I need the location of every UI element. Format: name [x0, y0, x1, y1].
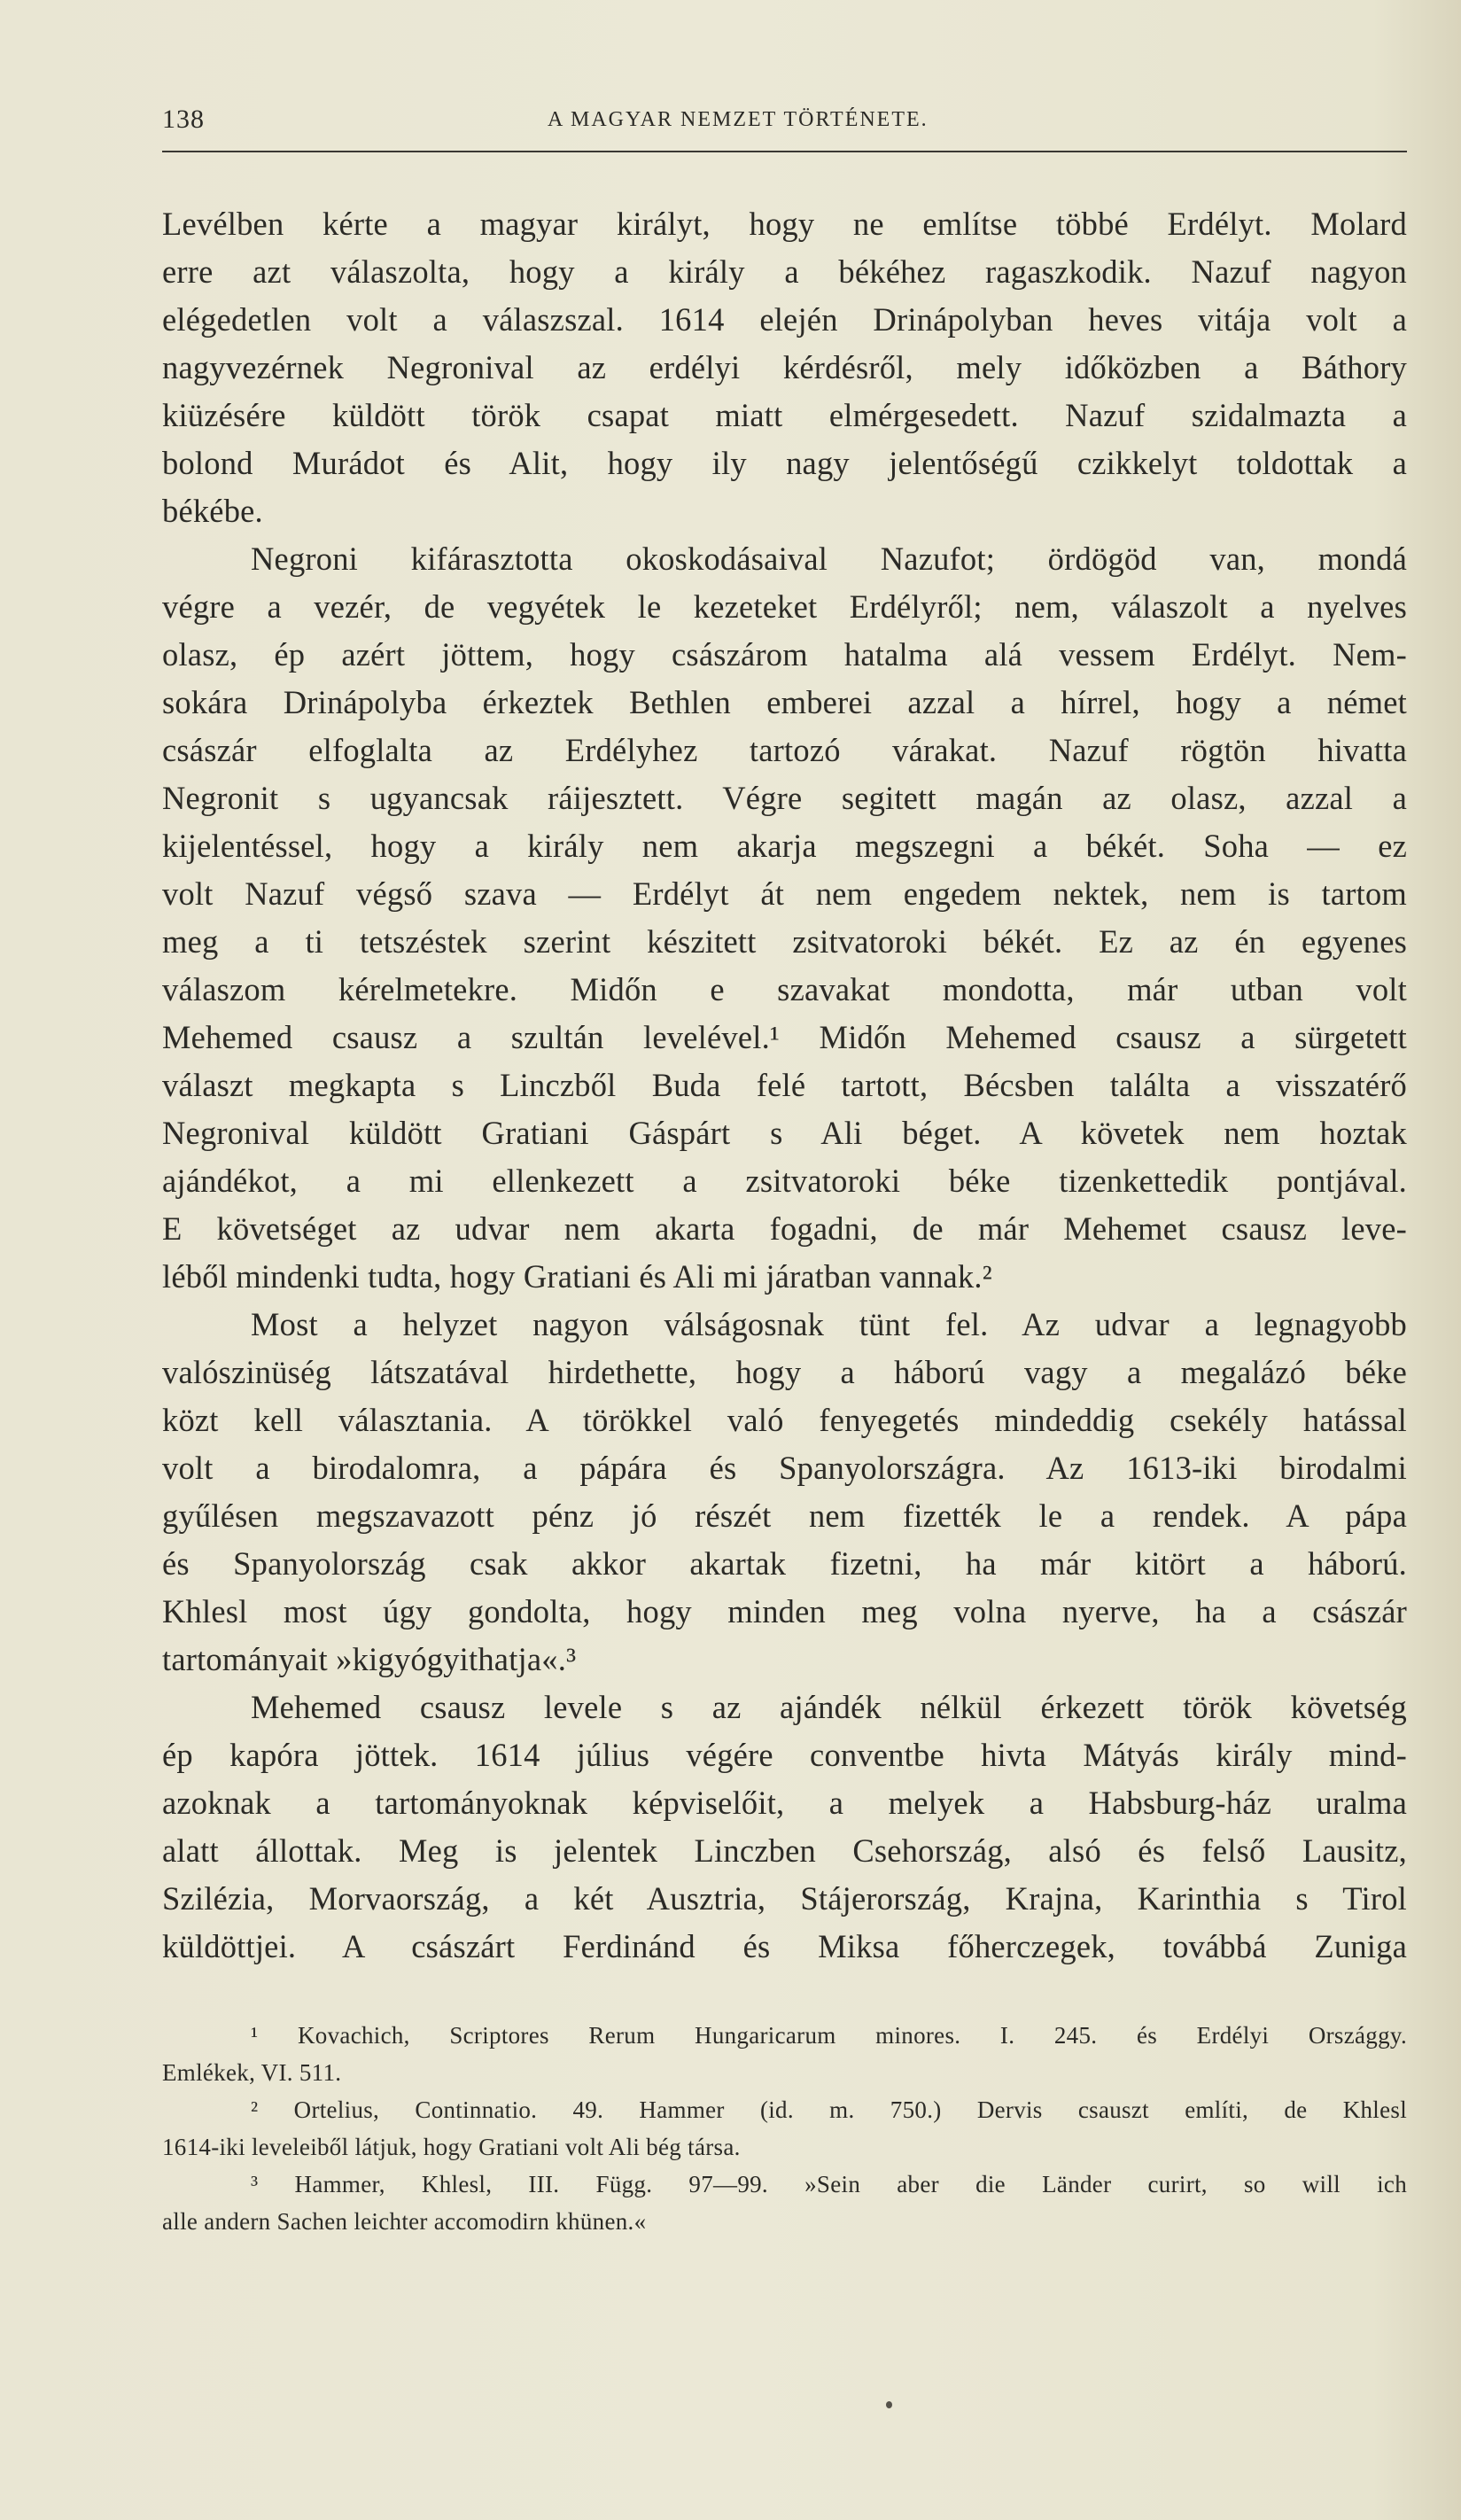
text-line: elégedetlen volt a válaszszal. 1614 elején Drinápolyban heves vitája volt a [162, 301, 1407, 338]
text-line: Levélben kérte a magyar királyt, hogy ne említse többé Erdélyt. Molard [162, 206, 1407, 242]
footnotes [162, 2017, 1407, 2240]
body-text [162, 200, 1407, 1971]
footnote-line: ³ Hammer, Khlesl, III. Függ. 97—99. »Sein aber die Länder curirt, so will ich [251, 2171, 1407, 2197]
running-title: A MAGYAR NEMZET TÖRTÉNETE. [548, 108, 929, 131]
footnote-line: Emlékek, VI. 511. [162, 2059, 342, 2086]
text-line: erre azt válaszolta, hogy a király a békéhez ragaszkodik. Nazuf nagyon [162, 253, 1407, 290]
text-line: olasz, ép azért jöttem, hogy császárom hatalma alá vessem Erdélyt. Nem- [162, 636, 1407, 673]
text-line: nagyvezérnek Negronival az erdélyi kérdésről, mely időközben a Báthory [162, 349, 1407, 385]
text-line: valószinüség látszatával hirdethette, hogy a háború vagy a megalázó béke [162, 1354, 1407, 1390]
text-line: ép kapóra jöttek. 1614 július végére conventbe hivta Mátyás király mind- [162, 1737, 1407, 1773]
text-line: sokára Drinápolyba érkeztek Bethlen emberei azzal a hírrel, hogy a német [162, 684, 1407, 720]
header-rule [162, 151, 1407, 152]
footnote-line: 1614-iki leveleiből látjuk, hogy Gratiani volt Ali bég társa. [162, 2134, 741, 2160]
text-line: bolond Murádot és Alit, hogy ily nagy jelentőségű czikkelyt toldottak a [162, 445, 1407, 481]
text-line: alatt állottak. Meg is jelentek Linczben Csehország, alsó és felső Lausitz, [162, 1832, 1407, 1869]
footnote-line: alle andern Sachen leichter accomodirn khünen.« [162, 2208, 647, 2235]
text-line: császár elfoglalta az Erdélyhez tartozó várakat. Nazuf rögtön hivatta [162, 732, 1407, 768]
text-line: Mehemed csausz levele s az ajándék nélkül érkezett török követség [251, 1689, 1407, 1725]
text-line: gyűlésen megszavazott pénz jó részét nem fizették le a rendek. A pápa [162, 1497, 1407, 1534]
text-line: és Spanyolország csak akkor akartak fizetni, ha már kitört a háború. [162, 1545, 1407, 1582]
text-line: válaszom kérelmetekre. Midőn e szavakat mondotta, már utban volt [162, 971, 1407, 1007]
text-line: tartományait »kigyógyithatja«.³ [162, 1641, 577, 1677]
text-line: ajándékot, a mi ellenkezett a zsitvatoroki béke tizenkettedik pontjával. [162, 1163, 1407, 1199]
text-line: Negroni kifárasztotta okoskodásaival Nazufot; ördögöd van, mondá [251, 541, 1407, 577]
text-line: volt a birodalomra, a pápára és Spanyolországra. Az 1613-iki birodalmi [162, 1450, 1407, 1486]
footnote-line: ² Ortelius, Continnatio. 49. Hammer (id. m. 750.) Dervis csauszt említi, de Khlesl [251, 2096, 1407, 2123]
page-header [162, 105, 1407, 147]
text-line: meg a ti tetszéstek szerint készitett zsitvatoroki békét. Ez az én egyenes [162, 923, 1407, 960]
text-line: volt Nazuf végső szava — Erdélyt át nem engedem nektek, nem is tartom [162, 875, 1407, 912]
text-line: közt kell választania. A törökkel való fenyegetés mindeddig csekély hatással [162, 1402, 1407, 1438]
text-line: kiüzésére küldött török csapat miatt elmérgesedett. Nazuf szidalmazta a [162, 397, 1407, 433]
text-line: Most a helyzet nagyon válságosnak tünt fel. Az udvar a legnagyobb [251, 1306, 1407, 1342]
text-line: Szilézia, Morvaország, a két Ausztria, Stájerország, Krajna, Karinthia s Tirol [162, 1880, 1407, 1917]
text-line: békébe. [162, 493, 263, 529]
text-line: Negronit s ugyancsak ráijesztett. Végre segitett magán az olasz, azzal a [162, 780, 1407, 816]
text-line: kijelentéssel, hogy a király nem akarja megszegni a békét. Soha — ez [162, 828, 1407, 864]
text-line: E követséget az udvar nem akarta fogadni, de már Mehemet csausz leve- [162, 1210, 1407, 1247]
text-line: Khlesl most úgy gondolta, hogy minden meg volna nyerve, ha a császár [162, 1593, 1407, 1629]
paper-speck [886, 2401, 892, 2408]
page-number: 138 [162, 105, 205, 134]
text-line: azoknak a tartományoknak képviselőit, a melyek a Habsburg-ház uralma [162, 1785, 1407, 1821]
footnote-line: ¹ Kovachich, Scriptores Rerum Hungaricarum minores. I. 245. és Erdélyi Országgy. [251, 2022, 1407, 2049]
text-line: küldöttjei. A császárt Ferdinánd és Miksa főherczegek, továbbá Zuniga [162, 1928, 1407, 1964]
text-line: Negronival küldött Gratiani Gáspárt s Ali béget. A követek nem hoztak [162, 1115, 1407, 1151]
text-line: Mehemed csausz a szultán levelével.¹ Midőn Mehemed csausz a sürgetett [162, 1019, 1407, 1055]
text-line: végre a vezér, de vegyétek le kezeteket Erdélyről; nem, válaszolt a nyelves [162, 588, 1407, 625]
text-line: választ megkapta s Linczből Buda felé tartott, Bécsben találta a visszatérő [162, 1067, 1407, 1103]
text-line: léből mindenki tudta, hogy Gratiani és Ali mi járatban vannak.² [162, 1258, 992, 1295]
